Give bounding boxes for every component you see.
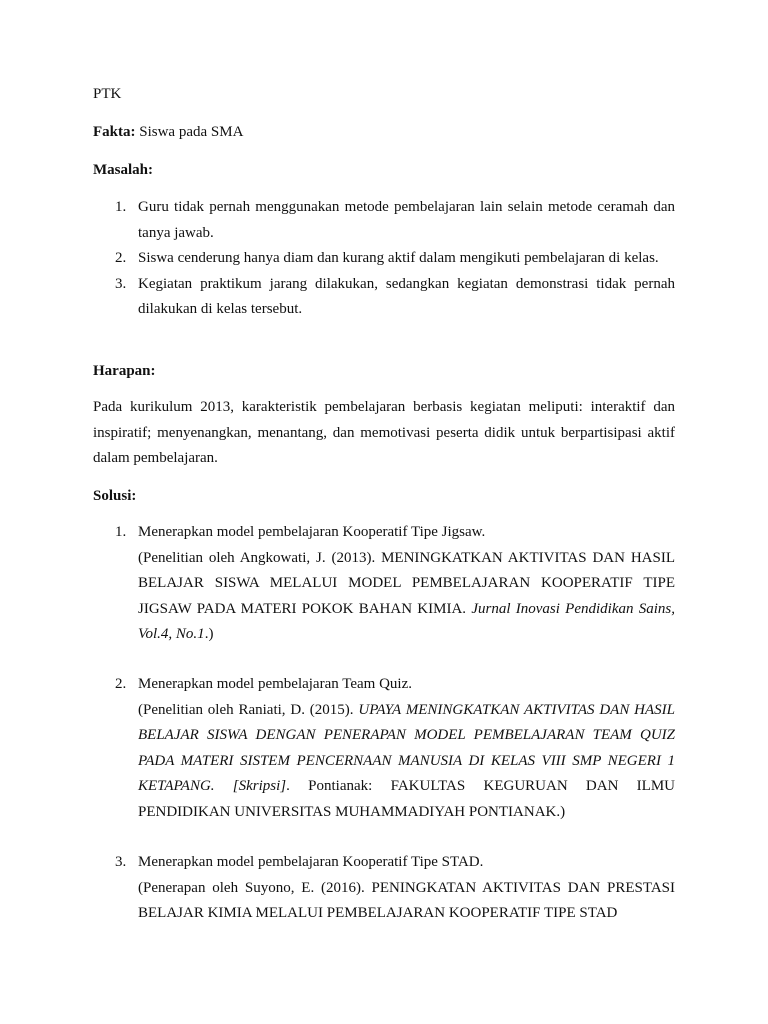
solusi-item-title: Menerapkan model pembelajaran Team Quiz.	[138, 676, 412, 692]
solusi-item-reference	[138, 698, 675, 826]
document-header: PTK	[93, 86, 122, 102]
list-item-text: Siswa cenderung hanya diam dan kurang aktif dalam mengikuti pembelajaran di kelas.	[138, 250, 659, 266]
list-item-number: 1.	[115, 199, 127, 215]
reference-title: UPAYA MENINGKATKAN AKTIVITAS DAN HASIL BELAJAR SISWA DENGAN PENERAPAN MODEL PEMBELAJARAN TEAM QUIZ PADA MATERI SISTEM PENCERNAAN MANUSIA DI KELAS VIII SMP NEGERI 1 KETAPANG. [Skripsi]	[138, 701, 675, 794]
solusi-item	[93, 520, 675, 648]
reference-end: .)	[204, 626, 214, 642]
list-item-text: Guru tidak pernah menggunakan metode pembelajaran lain selain metode ceramah dan tanya jawab.	[138, 199, 675, 241]
list-item-text: Kegiatan praktikum jarang dilakukan, sedangkan kegiatan demonstrasi tidak pernah dilakukan di kelas tersebut.	[138, 275, 675, 317]
reference-text: (Penerapan oleh Suyono, E. (2016). PENINGKATAN AKTIVITAS DAN PRESTASI BELAJAR KIMIA MELALUI PEMBELAJARAN KOOPERATIF TIPE STAD	[138, 879, 675, 921]
fakta-text: Siswa pada SMA	[135, 124, 244, 140]
solusi-item	[93, 850, 675, 927]
solusi-item-number: 1.	[115, 524, 127, 540]
list-item	[93, 195, 675, 246]
solusi-item-reference	[138, 876, 675, 927]
solusi-item-title: Menerapkan model pembelajaran Kooperatif Tipe Jigsaw.	[138, 524, 486, 540]
solusi-item-number: 3.	[115, 854, 127, 870]
list-item-number: 3.	[115, 275, 127, 292]
list-item	[93, 272, 675, 323]
solusi-item	[93, 672, 675, 825]
masalah-list	[93, 195, 675, 323]
fakta-line	[93, 120, 675, 146]
fakta-label: Fakta:	[93, 124, 136, 140]
solusi-heading: Solusi:	[93, 488, 137, 504]
reference-text: (Penelitian oleh Angkowati, J. (2013). MENINGKATKAN AKTIVITAS DAN HASIL BELAJAR SISWA MELALUI MODEL PEMBELAJARAN KOOPERATIF TIPE JIGSAW PADA MATERI POKOK BAHAN KIMIA.	[138, 549, 675, 617]
solusi-item-number: 2.	[115, 676, 127, 692]
list-item	[93, 246, 675, 272]
harapan-paragraph: Pada kurikulum 2013, karakteristik pembelajaran berbasis kegiatan meliputi: interaktif dan inspiratif; menyenangkan, menantang, dan memotivasi peserta didik untuk berpartisipasi aktif dalam pembelajaran.	[93, 399, 675, 466]
reference-end: . Pontianak: FAKULTAS KEGURUAN DAN ILMU PENDIDIKAN UNIVERSITAS MUHAMMADIYAH PONTIANAK.)	[138, 778, 676, 820]
solusi-item-title: Menerapkan model pembelajaran Kooperatif Tipe STAD.	[138, 854, 484, 870]
harapan-heading: Harapan:	[93, 363, 156, 379]
reference-text: (Penelitian oleh Raniati, D. (2015).	[138, 701, 359, 718]
solusi-item-reference	[138, 546, 675, 648]
masalah-heading: Masalah:	[93, 162, 153, 178]
reference-journal: Jurnal Inovasi Pendidikan Sains, Vol.4, No.1	[138, 600, 676, 642]
list-item-number: 2.	[115, 250, 127, 266]
